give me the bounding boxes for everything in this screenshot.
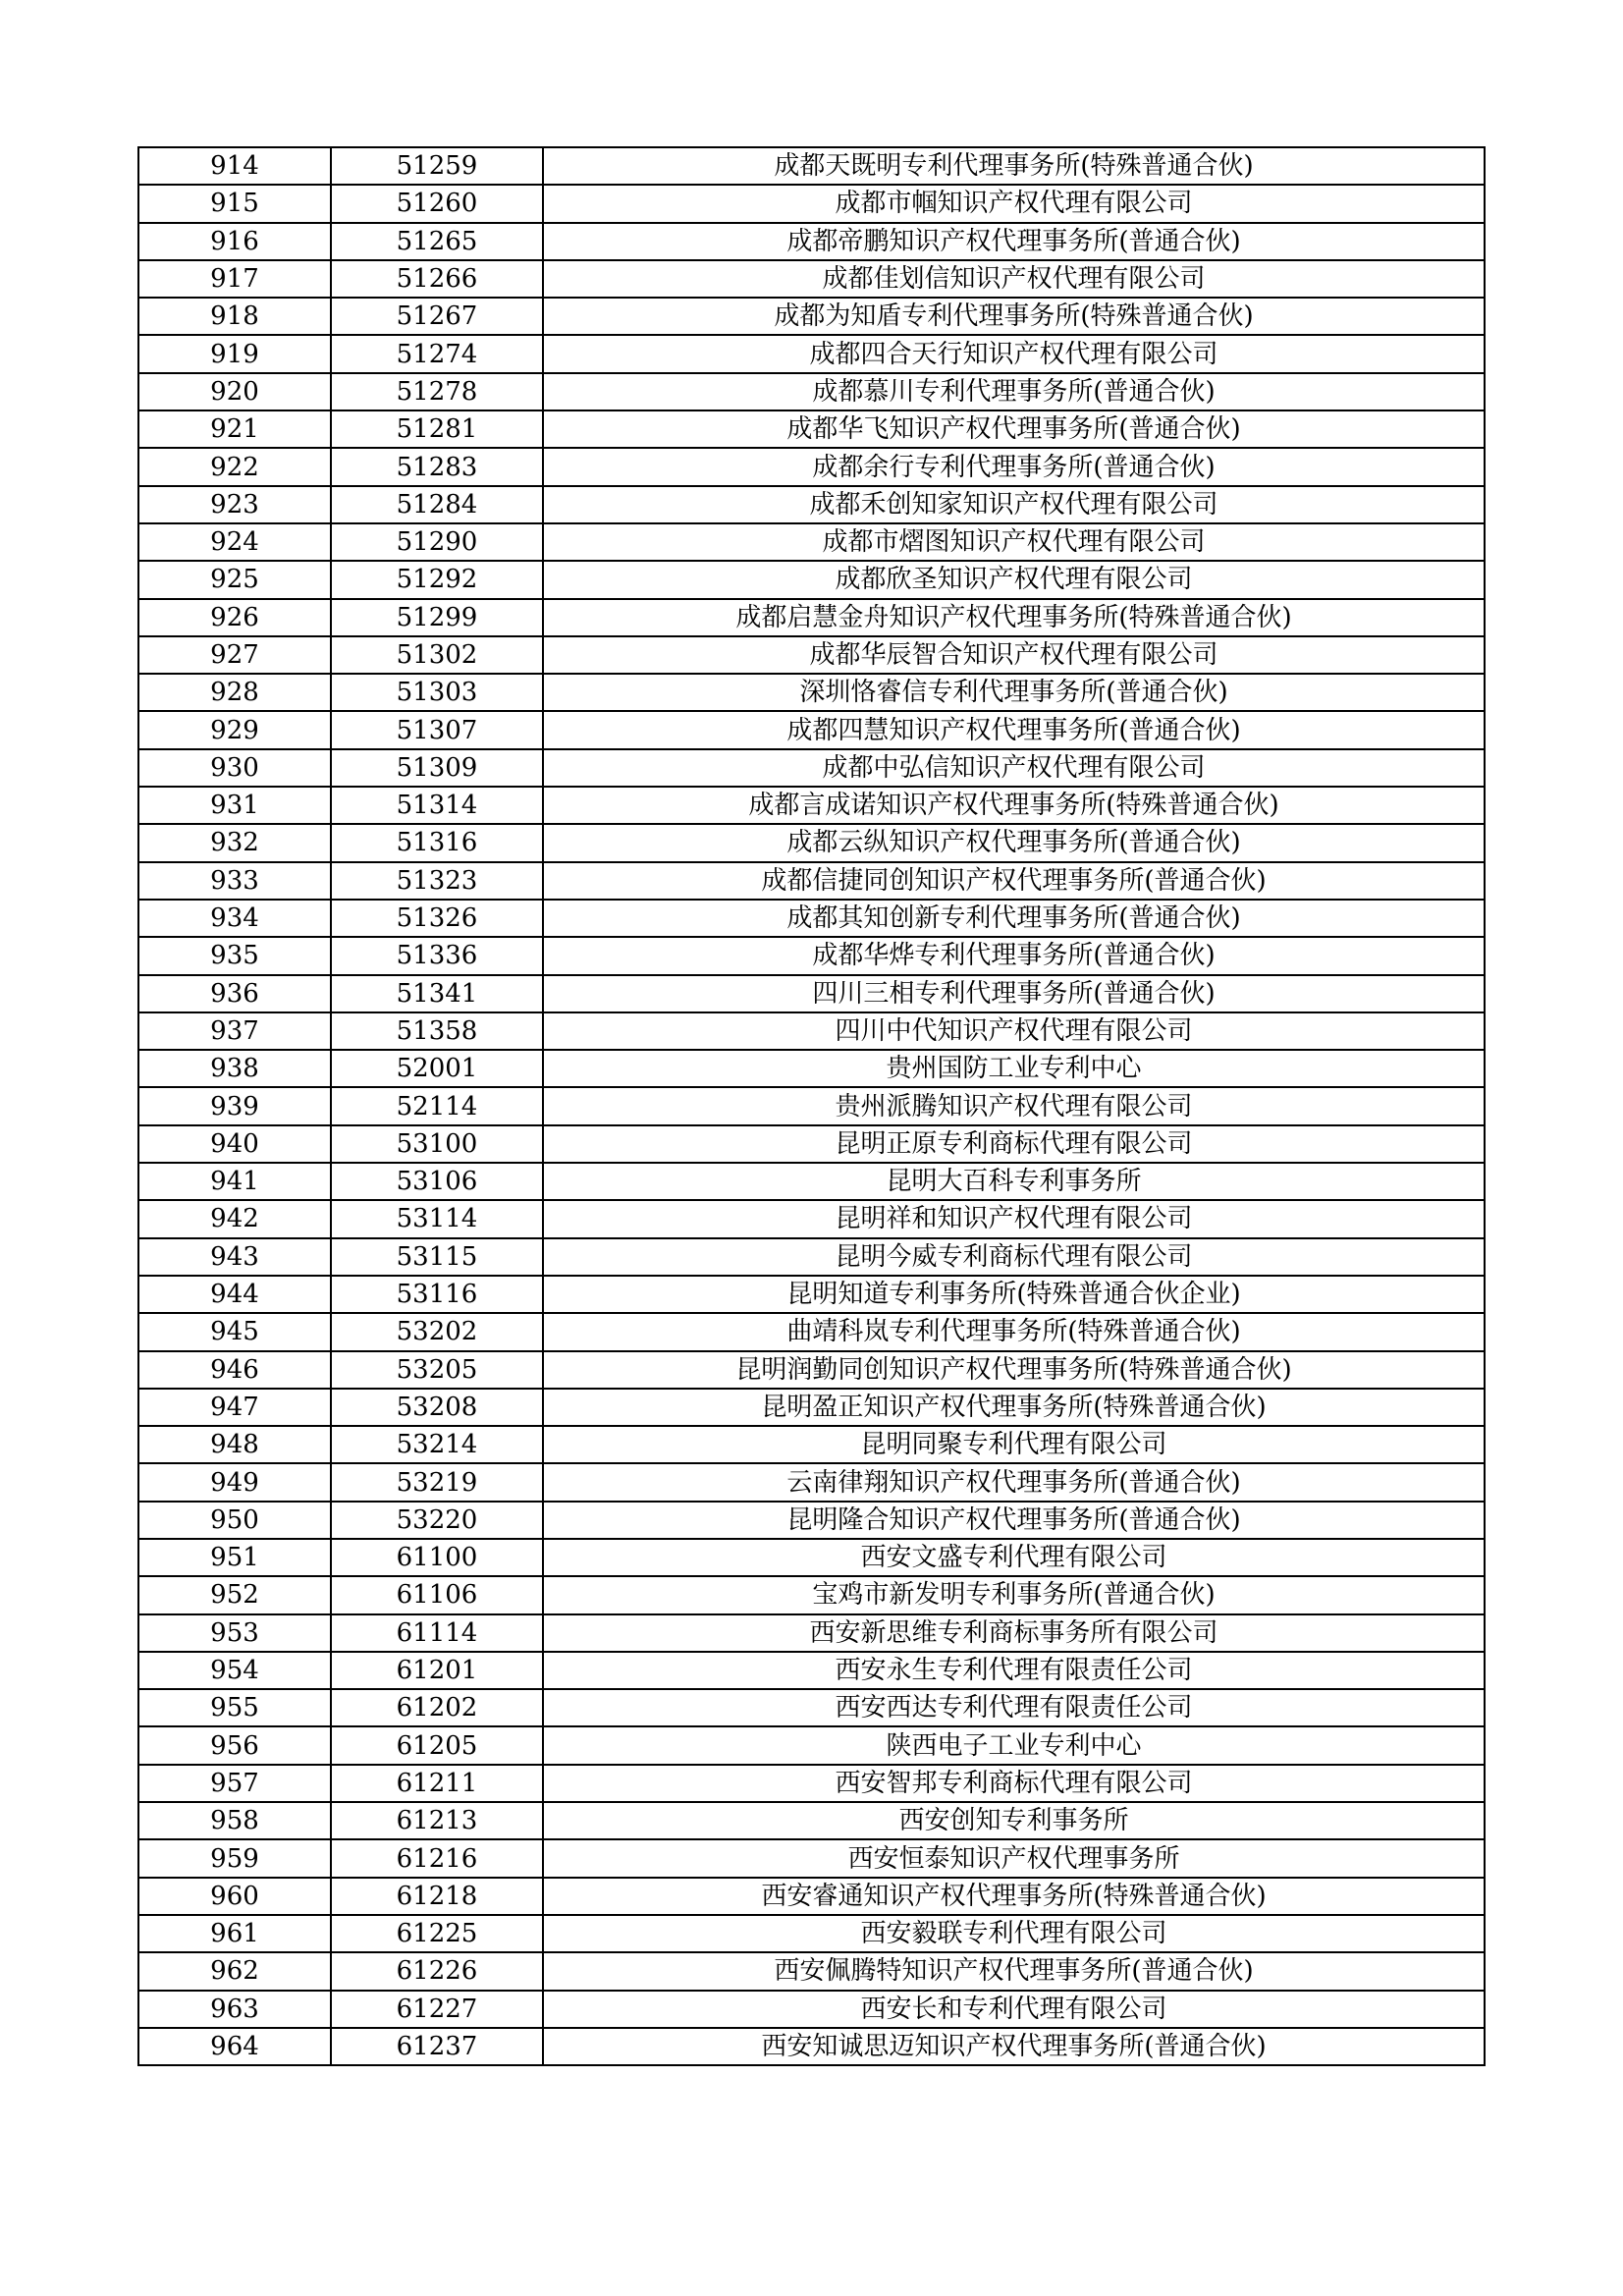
agency-name-cell: 成都信捷同创知识产权代理事务所(普通合伙) <box>543 862 1485 900</box>
agency-name-cell: 成都欣圣知识产权代理有限公司 <box>543 561 1485 598</box>
serial-number-cell: 914 <box>138 147 331 185</box>
agency-code-cell: 61216 <box>331 1839 543 1877</box>
serial-number-cell: 921 <box>138 410 331 448</box>
table-row <box>138 2028 1485 2065</box>
table-row <box>138 1576 1485 1613</box>
table-row <box>138 1502 1485 1539</box>
agency-name-cell: 西安新思维专利商标事务所有限公司 <box>543 1614 1485 1652</box>
agency-code-cell: 51278 <box>331 373 543 410</box>
agency-code-cell: 51358 <box>331 1012 543 1050</box>
agency-code-cell: 51341 <box>331 975 543 1012</box>
agency-name-cell: 成都四慧知识产权代理事务所(普通合伙) <box>543 711 1485 748</box>
serial-number-cell: 940 <box>138 1125 331 1163</box>
serial-number-cell: 920 <box>138 373 331 410</box>
serial-number-cell: 923 <box>138 486 331 523</box>
agency-name-cell: 成都华烨专利代理事务所(普通合伙) <box>543 937 1485 974</box>
table-row <box>138 223 1485 260</box>
agency-name-cell: 深圳恪睿信专利代理事务所(普通合伙) <box>543 674 1485 711</box>
serial-number-cell: 956 <box>138 1726 331 1764</box>
agency-code-cell: 61227 <box>331 1991 543 2028</box>
serial-number-cell: 945 <box>138 1313 331 1350</box>
serial-number-cell: 929 <box>138 711 331 748</box>
agency-code-cell: 61218 <box>331 1878 543 1915</box>
agency-name-cell: 昆明隆合知识产权代理事务所(普通合伙) <box>543 1502 1485 1539</box>
agency-code-cell: 51266 <box>331 260 543 298</box>
serial-number-cell: 918 <box>138 298 331 335</box>
serial-number-cell: 962 <box>138 1952 331 1990</box>
serial-number-cell: 931 <box>138 787 331 824</box>
agency-code-cell: 61100 <box>331 1539 543 1576</box>
serial-number-cell: 939 <box>138 1087 331 1124</box>
agency-name-cell: 成都中弘信知识产权代理有限公司 <box>543 749 1485 787</box>
agency-name-cell: 成都慕川专利代理事务所(普通合伙) <box>543 373 1485 410</box>
agency-name-cell: 西安睿通知识产权代理事务所(特殊普通合伙) <box>543 1878 1485 1915</box>
agency-name-cell: 四川中代知识产权代理有限公司 <box>543 1012 1485 1050</box>
serial-number-cell: 960 <box>138 1878 331 1915</box>
agency-name-cell: 昆明知道专利事务所(特殊普通合伙企业) <box>543 1276 1485 1313</box>
agency-code-cell: 53219 <box>331 1463 543 1501</box>
agency-name-cell: 西安毅联专利代理有限公司 <box>543 1915 1485 1952</box>
agency-name-cell: 成都佳划信知识产权代理有限公司 <box>543 260 1485 298</box>
agency-name-cell: 昆明大百科专利事务所 <box>543 1163 1485 1200</box>
agency-name-cell: 昆明同聚专利代理有限公司 <box>543 1426 1485 1463</box>
serial-number-cell: 951 <box>138 1539 331 1576</box>
serial-number-cell: 959 <box>138 1839 331 1877</box>
serial-number-cell: 930 <box>138 749 331 787</box>
serial-number-cell: 952 <box>138 1576 331 1613</box>
agency-name-cell: 曲靖科岚专利代理事务所(特殊普通合伙) <box>543 1313 1485 1350</box>
agency-code-cell: 61213 <box>331 1802 543 1839</box>
table-row <box>138 674 1485 711</box>
agency-name-cell: 陕西电子工业专利中心 <box>543 1726 1485 1764</box>
serial-number-cell: 933 <box>138 862 331 900</box>
agency-name-cell: 西安智邦专利商标代理有限公司 <box>543 1765 1485 1802</box>
table-row <box>138 1539 1485 1576</box>
agency-code-cell: 51314 <box>331 787 543 824</box>
agency-name-cell: 昆明正原专利商标代理有限公司 <box>543 1125 1485 1163</box>
serial-number-cell: 932 <box>138 824 331 861</box>
agency-name-cell: 成都市熠图知识产权代理有限公司 <box>543 523 1485 561</box>
serial-number-cell: 926 <box>138 599 331 636</box>
agency-code-cell: 51326 <box>331 900 543 937</box>
agency-code-cell: 53116 <box>331 1276 543 1313</box>
serial-number-cell: 964 <box>138 2028 331 2065</box>
table-row <box>138 1163 1485 1200</box>
serial-number-cell: 961 <box>138 1915 331 1952</box>
agency-code-cell: 61226 <box>331 1952 543 1990</box>
table-row <box>138 1802 1485 1839</box>
serial-number-cell: 915 <box>138 185 331 222</box>
agency-code-cell: 53106 <box>331 1163 543 1200</box>
agency-name-cell: 西安恒泰知识产权代理事务所 <box>543 1839 1485 1877</box>
agency-name-cell: 成都云纵知识产权代理事务所(普通合伙) <box>543 824 1485 861</box>
serial-number-cell: 948 <box>138 1426 331 1463</box>
agency-name-cell: 成都余行专利代理事务所(普通合伙) <box>543 448 1485 485</box>
table-row <box>138 1426 1485 1463</box>
table-row <box>138 1087 1485 1124</box>
table-row <box>138 260 1485 298</box>
serial-number-cell: 958 <box>138 1802 331 1839</box>
agency-name-cell: 四川三相专利代理事务所(普通合伙) <box>543 975 1485 1012</box>
agency-code-cell: 51303 <box>331 674 543 711</box>
table-row <box>138 1313 1485 1350</box>
serial-number-cell: 917 <box>138 260 331 298</box>
serial-number-cell: 925 <box>138 561 331 598</box>
table-row <box>138 1200 1485 1237</box>
table-row <box>138 1839 1485 1877</box>
serial-number-cell: 922 <box>138 448 331 485</box>
table-row <box>138 1652 1485 1689</box>
serial-number-cell: 954 <box>138 1652 331 1689</box>
agency-code-cell: 53100 <box>331 1125 543 1163</box>
table-row <box>138 1351 1485 1389</box>
agency-code-cell: 53214 <box>331 1426 543 1463</box>
table-row <box>138 1463 1485 1501</box>
agency-name-cell: 成都华飞知识产权代理事务所(普通合伙) <box>543 410 1485 448</box>
table-row <box>138 1050 1485 1087</box>
agency-code-cell: 51283 <box>331 448 543 485</box>
agency-name-cell: 昆明盈正知识产权代理事务所(特殊普通合伙) <box>543 1389 1485 1426</box>
agency-name-cell: 成都言成诺知识产权代理事务所(特殊普通合伙) <box>543 787 1485 824</box>
table-row <box>138 937 1485 974</box>
table-row <box>138 1765 1485 1802</box>
agency-code-cell: 61114 <box>331 1614 543 1652</box>
table-row <box>138 1689 1485 1726</box>
serial-number-cell: 941 <box>138 1163 331 1200</box>
agency-code-cell: 51309 <box>331 749 543 787</box>
agency-table <box>137 146 1486 2066</box>
serial-number-cell: 957 <box>138 1765 331 1802</box>
agency-table-body <box>138 147 1485 2065</box>
table-row <box>138 1952 1485 1990</box>
serial-number-cell: 916 <box>138 223 331 260</box>
agency-code-cell: 51260 <box>331 185 543 222</box>
serial-number-cell: 936 <box>138 975 331 1012</box>
serial-number-cell: 938 <box>138 1050 331 1087</box>
agency-code-cell: 51336 <box>331 937 543 974</box>
table-row <box>138 1276 1485 1313</box>
agency-code-cell: 61211 <box>331 1765 543 1802</box>
serial-number-cell: 919 <box>138 335 331 372</box>
serial-number-cell: 928 <box>138 674 331 711</box>
agency-code-cell: 61237 <box>331 2028 543 2065</box>
agency-code-cell: 51316 <box>331 824 543 861</box>
agency-name-cell: 成都启慧金舟知识产权代理事务所(特殊普通合伙) <box>543 599 1485 636</box>
agency-code-cell: 61205 <box>331 1726 543 1764</box>
serial-number-cell: 943 <box>138 1238 331 1276</box>
serial-number-cell: 963 <box>138 1991 331 2028</box>
agency-code-cell: 61202 <box>331 1689 543 1726</box>
table-row <box>138 599 1485 636</box>
agency-name-cell: 宝鸡市新发明专利事务所(普通合伙) <box>543 1576 1485 1613</box>
table-row <box>138 711 1485 748</box>
agency-code-cell: 53115 <box>331 1238 543 1276</box>
agency-code-cell: 53202 <box>331 1313 543 1350</box>
table-row <box>138 824 1485 861</box>
agency-code-cell: 51281 <box>331 410 543 448</box>
table-row <box>138 787 1485 824</box>
agency-name-cell: 成都华辰智合知识产权代理有限公司 <box>543 636 1485 674</box>
agency-code-cell: 51259 <box>331 147 543 185</box>
table-row <box>138 147 1485 185</box>
table-row <box>138 862 1485 900</box>
agency-name-cell: 西安创知专利事务所 <box>543 1802 1485 1839</box>
agency-name-cell: 西安佩腾特知识产权代理事务所(普通合伙) <box>543 1952 1485 1990</box>
agency-name-cell: 昆明润勤同创知识产权代理事务所(特殊普通合伙) <box>543 1351 1485 1389</box>
agency-name-cell: 西安西达专利代理有限责任公司 <box>543 1689 1485 1726</box>
serial-number-cell: 953 <box>138 1614 331 1652</box>
serial-number-cell: 947 <box>138 1389 331 1426</box>
agency-name-cell: 云南律翔知识产权代理事务所(普通合伙) <box>543 1463 1485 1501</box>
table-row <box>138 1878 1485 1915</box>
table-row <box>138 636 1485 674</box>
agency-code-cell: 61225 <box>331 1915 543 1952</box>
agency-name-cell: 成都为知盾专利代理事务所(特殊普通合伙) <box>543 298 1485 335</box>
table-row <box>138 1012 1485 1050</box>
table-row <box>138 1991 1485 2028</box>
agency-name-cell: 贵州国防工业专利中心 <box>543 1050 1485 1087</box>
serial-number-cell: 934 <box>138 900 331 937</box>
table-row <box>138 523 1485 561</box>
agency-name-cell: 西安文盛专利代理有限公司 <box>543 1539 1485 1576</box>
agency-code-cell: 53208 <box>331 1389 543 1426</box>
agency-code-cell: 53220 <box>331 1502 543 1539</box>
table-row <box>138 561 1485 598</box>
table-row <box>138 749 1485 787</box>
agency-code-cell: 51290 <box>331 523 543 561</box>
agency-code-cell: 51284 <box>331 486 543 523</box>
table-row <box>138 1614 1485 1652</box>
table-row <box>138 373 1485 410</box>
serial-number-cell: 944 <box>138 1276 331 1313</box>
table-row <box>138 1238 1485 1276</box>
table-row <box>138 1125 1485 1163</box>
serial-number-cell: 955 <box>138 1689 331 1726</box>
serial-number-cell: 950 <box>138 1502 331 1539</box>
table-row <box>138 448 1485 485</box>
serial-number-cell: 942 <box>138 1200 331 1237</box>
agency-name-cell: 昆明今威专利商标代理有限公司 <box>543 1238 1485 1276</box>
agency-code-cell: 51323 <box>331 862 543 900</box>
table-row <box>138 1726 1485 1764</box>
agency-code-cell: 51307 <box>331 711 543 748</box>
agency-name-cell: 西安知诚思迈知识产权代理事务所(普通合伙) <box>543 2028 1485 2065</box>
agency-code-cell: 53114 <box>331 1200 543 1237</box>
table-row <box>138 410 1485 448</box>
agency-code-cell: 61201 <box>331 1652 543 1689</box>
agency-name-cell: 成都帝鹏知识产权代理事务所(普通合伙) <box>543 223 1485 260</box>
table-row <box>138 335 1485 372</box>
table-row <box>138 1389 1485 1426</box>
agency-name-cell: 成都四合天行知识产权代理有限公司 <box>543 335 1485 372</box>
agency-name-cell: 西安永生专利代理有限责任公司 <box>543 1652 1485 1689</box>
agency-code-cell: 61106 <box>331 1576 543 1613</box>
agency-name-cell: 成都禾创知家知识产权代理有限公司 <box>543 486 1485 523</box>
agency-code-cell: 52114 <box>331 1087 543 1124</box>
serial-number-cell: 937 <box>138 1012 331 1050</box>
agency-code-cell: 51299 <box>331 599 543 636</box>
serial-number-cell: 946 <box>138 1351 331 1389</box>
serial-number-cell: 949 <box>138 1463 331 1501</box>
agency-name-cell: 昆明祥和知识产权代理有限公司 <box>543 1200 1485 1237</box>
table-row <box>138 975 1485 1012</box>
table-row <box>138 1915 1485 1952</box>
agency-code-cell: 51274 <box>331 335 543 372</box>
agency-name-cell: 成都其知创新专利代理事务所(普通合伙) <box>543 900 1485 937</box>
agency-code-cell: 51292 <box>331 561 543 598</box>
table-row <box>138 298 1485 335</box>
agency-name-cell: 西安长和专利代理有限公司 <box>543 1991 1485 2028</box>
agency-code-cell: 52001 <box>331 1050 543 1087</box>
agency-code-cell: 51267 <box>331 298 543 335</box>
agency-code-cell: 53205 <box>331 1351 543 1389</box>
table-row <box>138 185 1485 222</box>
table-row <box>138 486 1485 523</box>
agency-name-cell: 成都市帼知识产权代理有限公司 <box>543 185 1485 222</box>
agency-code-cell: 51265 <box>331 223 543 260</box>
agency-name-cell: 贵州派腾知识产权代理有限公司 <box>543 1087 1485 1124</box>
agency-name-cell: 成都天既明专利代理事务所(特殊普通合伙) <box>543 147 1485 185</box>
serial-number-cell: 924 <box>138 523 331 561</box>
agency-code-cell: 51302 <box>331 636 543 674</box>
table-row <box>138 900 1485 937</box>
serial-number-cell: 927 <box>138 636 331 674</box>
serial-number-cell: 935 <box>138 937 331 974</box>
